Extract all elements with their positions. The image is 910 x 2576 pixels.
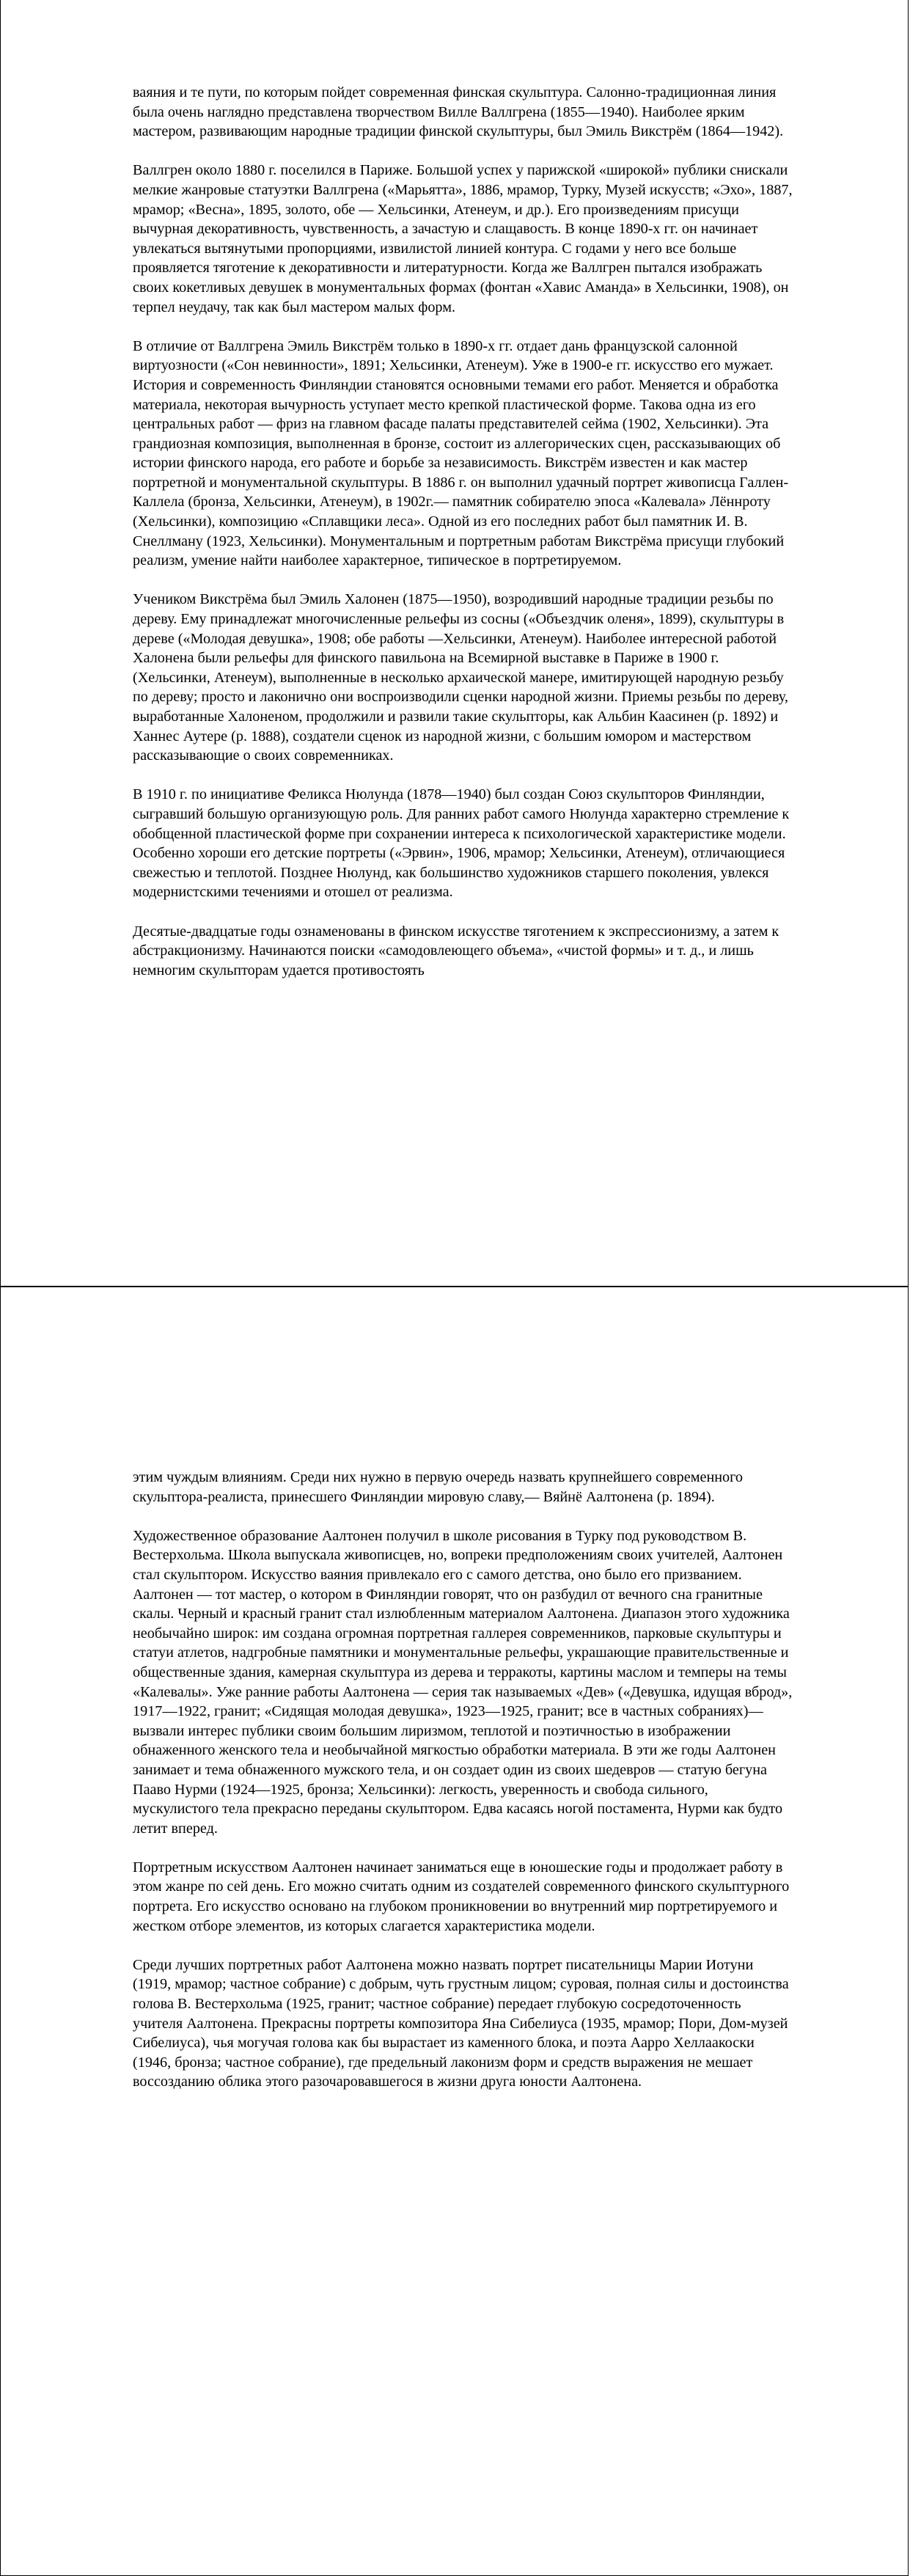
paragraph: Десятые-двадцатые годы ознаменованы в финском искусстве тяготением к экспрессионизму, а затем к абстракционизму. Начинаются поиски «самодовлеющего объема», «чистой формы» и т. д., и лишь немногим скульпторам удается противостоять xyxy=(133,923,779,978)
paragraph: Валлгрен около 1880 г. поселился в Париже. Большой успех у парижской «широкой» публики снискали мелкие жанровые статуэтки Валлгрена («Марьятта», 1886, мрамор, Турку, Музей искусств; «Эхо», 1887, мрамор; «Весна», 1895, золото, обе — Хельсинки, Атенеум, и др.). Его произведениям присущи вычурная декоративность, чувственность, а зачастую и слащавость. В конце 1890-х гг. он начинает увлекаться вытянутыми пропорциями, извилистой линией контура. С годами у него все больше проявляется тяготение к декоративности и литературности. Когда же Валлгрен пытался изображать своих кокетливых девушек в монументальных формах (фонтан «Хавис Аманда» в Хельсинки, 1908), он терпел неудачу, так как был мастером малых форм. xyxy=(133,162,793,315)
paragraph: Портретным искусством Аалтонен начинает заниматься еще в юношеские годы и продолжает работу в этом жанре по сей день. Его можно считать одним из создателей современного финского скульптурного портрета. Его искусство основано на глубоком проникновении во внутренний мир портретируемого и жестком отборе элементов, из которых слагается характеристика модели. xyxy=(133,1859,790,1934)
paragraph: В 1910 г. по инициативе Феликса Нюлунда (1878—1940) был создан Союз скульпторов Финляндии, сыгравший большую организующую роль. Для ранних работ самого Нюлунда характерно стремление к обобщенной пластической форме при сохранении интереса к психологической характеристике модели. Особенно хороши его детские портреты («Эрвин», 1906, мрамор; Хельсинки, Атенеум), отличающиеся свежестью и теплотой. Позднее Нюлунд, как большинство художников старшего поколения, увлекся модернистскими течениями и отошел от реализма. xyxy=(133,786,790,901)
paragraph: этим чуждым влияниям. Среди них нужно в первую очередь назвать крупнейшего современного скульптора-реалиста, принесшего Финляндии мировую славу,— Вяйнё Аалтонена (р. 1894). xyxy=(133,1469,744,1505)
page-2-text-block xyxy=(133,1468,793,2092)
page-1-text-block xyxy=(133,83,793,980)
paragraph: Учеником Викстрёма был Эмиль Халонен (1875—1950), возродивший народные традиции резьбы по дереву. Ему принадлежат многочисленные рельефы из сосны («Объездчик оленя», 1899), скульптуры в дереве («Молодая девушка», 1908; обе работы —Хельсинки, Атенеум). Наиболее интересной работой Халонена были рельефы для финского павильона на Всемирной выставке в Париже в 1900 г. (Хельсинки, Атенеум), выполненные в несколько архаической манере, имитирующей народную резьбу по дереву; просто и лаконично они воспроизводили сценки народной жизни. Приемы резьбы по дереву, выработанные Халоненом, продолжили и развили такие скульпторы, как Альбин Каасинен (р. 1892) и Ханнес Аутере (р. 1888), создатели сценок из народной жизни, с большим юмором и мастерством рассказывающие о своих современниках. xyxy=(133,591,788,764)
document-page-2 xyxy=(0,1287,909,2576)
paragraph: Среди лучших портретных работ Аалтонена можно назвать портрет писательницы Марии Иотуни (1919, мрамор; частное собрание) с добрым, чуть грустным лицом; суровая, полная силы и достоинства голова В. Вестерхольма (1925, гранит; частное собрание) передает глубокую сосредоточенность учителя Аалтонена. Прекрасны портреты композитора Яна Сибелиуса (1935, мрамор; Пори, Дом-музей Сибелиуса), чья могучая голова как бы вырастает из каменного блока, и поэта Аарро Хеллаакоски (1946, бронза; частное собрание), где предельный лаконизм форм и средств выражения не мешает воссозданию облика этого разочаровавшегося в жизни друга юности Аалтонена. xyxy=(133,1956,789,2090)
paragraph: В отличие от Валлгрена Эмиль Викстрём только в 1890-х гг. отдает дань французской салонной виртуозности («Сон невинности», 1891; Хельсинки, Атенеум). Уже в 1900-е гг. искусство его мужает. История и современность Финляндии становятся основными темами его работ. Меняется и обработка материала, некоторая вычурность уступает место крепкой пластической форме. Такова одна из его центральных работ — фриз на главном фасаде палаты представителей сейма (1902, Хельсинки). Эта грандиозная композиция, выполненная в бронзе, состоит из аллегорических сцен, рассказывающих об истории финского народа, его работе и борьбе за независимость. Викстрём известен и как мастер портретной и монументальной скульптуры. В 1886 г. он выполнил удачный портрет живописца Галлен-Каллела (бронза, Хельсинки, Атенеум), в 1902г.— памятник собирателю эпоса «Калевала» Лённроту (Хельсинки), композицию «Сплавщики леса». Одной из его последних работ был памятник И. В. Снеллману (1923, Хельсинки). Монументальным и портретным работам Викстрёма присущи глубокий реализм, умение найти наиболее характерное, типическое в портретируемом. xyxy=(133,337,789,569)
paragraph: ваяния и те пути, по которым пойдет современная финская скульптура. Салонно-традиционная линия была очень наглядно представлена творчеством Вилле Валлгрена (1855—1940). Наиболее ярким мастером, развивающим народные традиции финской скульптуры, был Эмиль Викстрём (1864—1942). xyxy=(133,84,784,140)
paragraph: Художественное образование Аалтонен получил в школе рисования в Турку под руководством В. Вестерхольма. Школа выпускала живописцев, но, вопреки предположениям своих учителей, Аалтонен стал скульптором. Искусство ваяния привлекало его с самого детства, оно было его призванием. Аалтонен — тот мастер, о котором в Финляндии говорят, что он разбудил от вечного сна гранитные скалы. Черный и красный гранит стал излюбленным материалом Аалтонена. Диапазон этого художника необычайно широк: им создана огромная портретная галлерея современников, парковые скульптуры и статуи атлетов, надгробные памятники и монументальные рельефы, украшающие правительственные и общественные здания, камерная скульптура из дерева и терракоты, картины маслом и темперы на темы «Калевалы». Уже ранние работы Аалтонена — серия так называемых «Дев» («Девушка, идущая вброд», 1917—1922, гранит; «Сидящая молодая девушка», 1923—1925, гранит; все в частных собраниях)— вызвали интерес публики своим большим лиризмом, теплотой и поэтичностью в изображении обнаженного женского тела и необычайной мягкостью обработки материала. В эти же годы Аалтонен занимает и тема обнаженного мужского тела, и он создает один из своих шедевров — статую бегуна Пааво Нурми (1924—1925, бронза; Хельсинки): легкость, уверенность и свобода сильного, мускулистого тела прекрасно переданы скульптором. Едва касаясь ногой постамента, Нурми как будто летит вперед. xyxy=(133,1527,793,1837)
document-page-1 xyxy=(0,0,909,1287)
